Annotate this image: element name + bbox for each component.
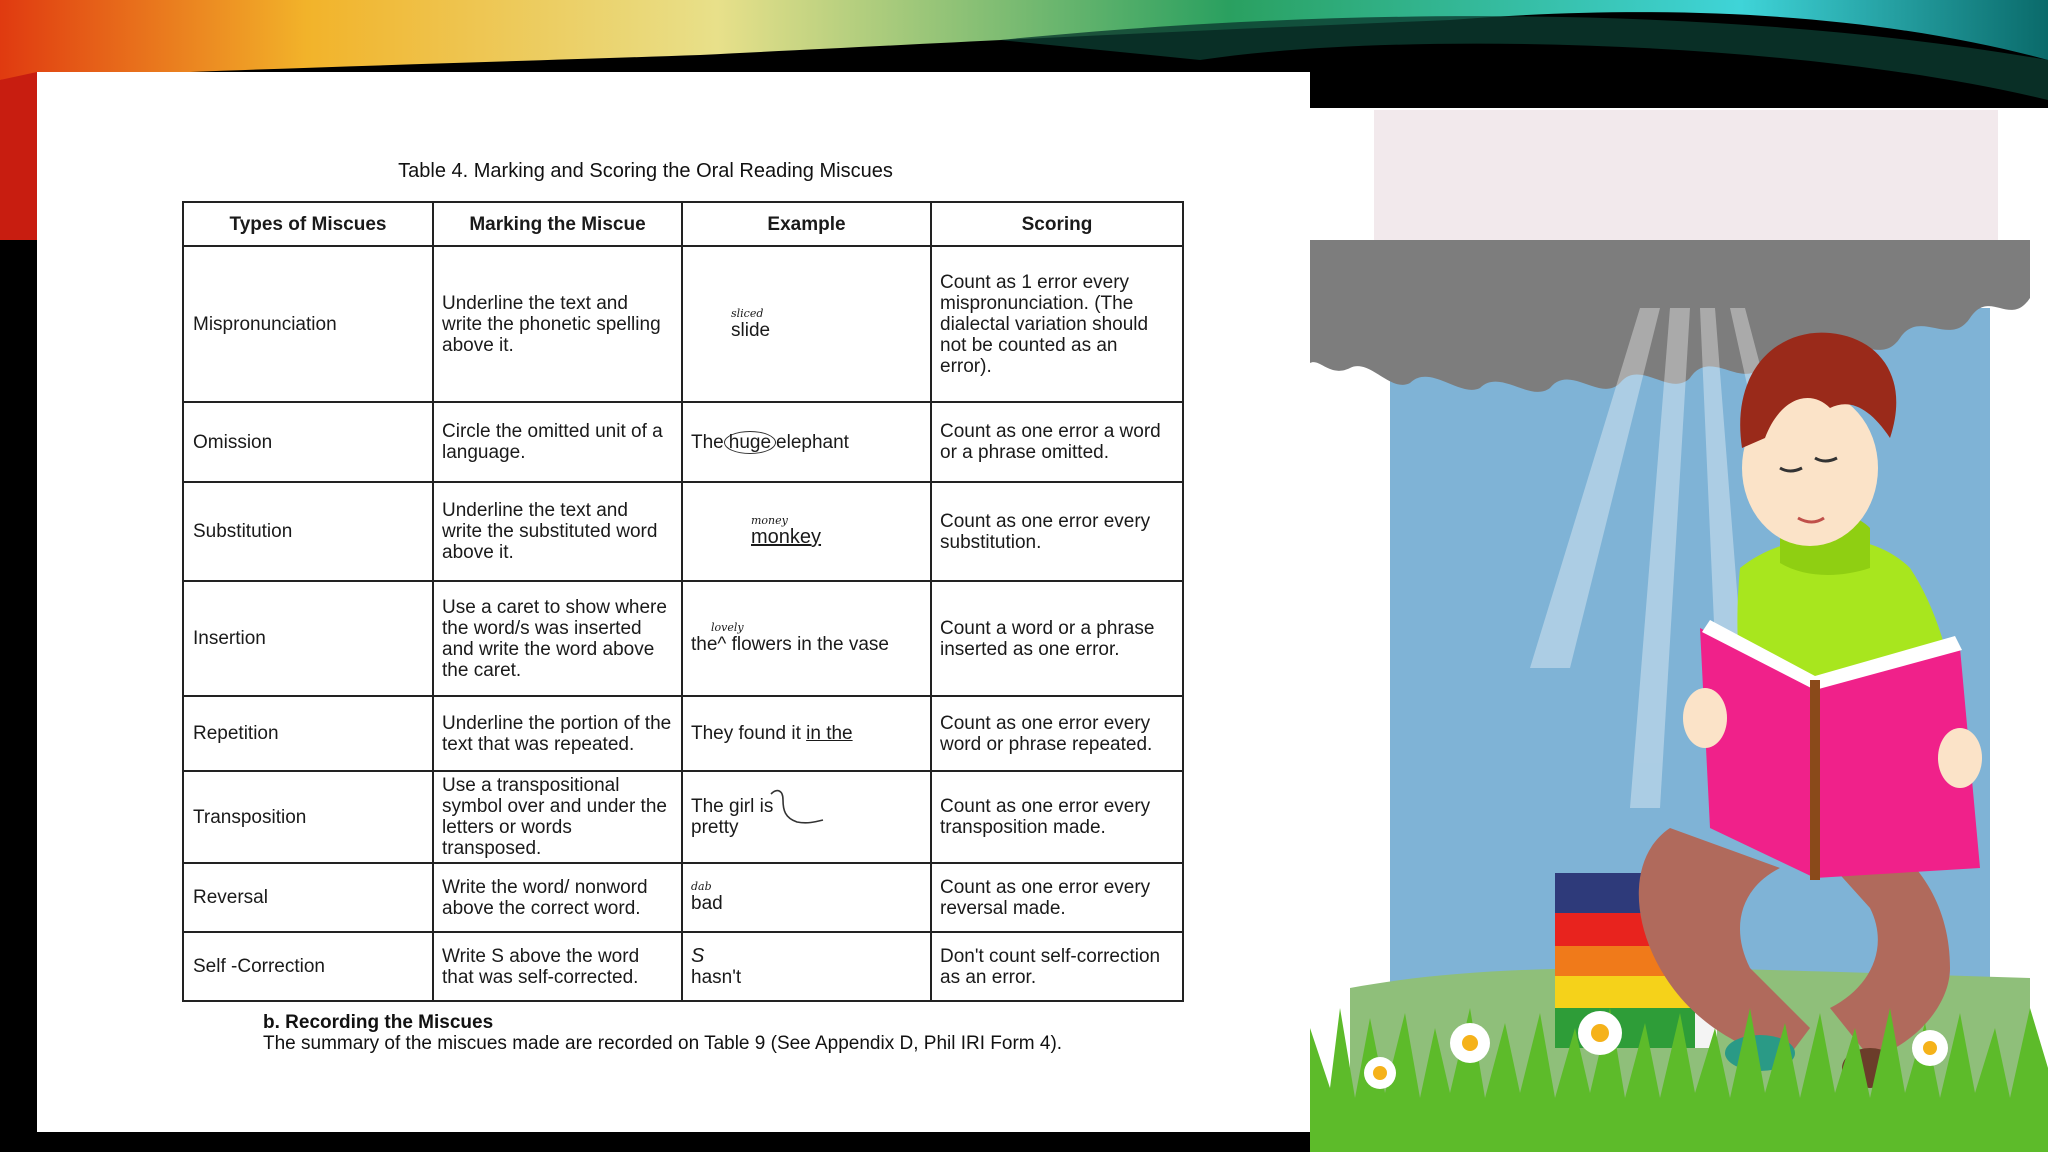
table-row: [183, 246, 1183, 402]
cell-type: Omission: [183, 402, 433, 482]
example-text: slide: [731, 319, 771, 341]
example-underlined-phrase: in the: [806, 723, 853, 744]
example-handwritten-mark: money: [751, 514, 788, 527]
cell-example: [682, 482, 931, 581]
cell-scoring: Count as one error every reversal made.: [931, 863, 1183, 932]
miscues-table: [182, 201, 1184, 1002]
example-text: The: [691, 431, 724, 453]
header-types: Types of Miscues: [183, 202, 433, 246]
cell-scoring: Count as 1 error every mispronunciation. (The dialectal variation should not be counted as an error).: [931, 246, 1183, 402]
example-block: [691, 515, 922, 548]
cell-marking: Write S above the word that was self-corrected.: [433, 932, 682, 1001]
cell-type: Reversal: [183, 863, 433, 932]
cell-scoring: Count as one error every word or phrase repeated.: [931, 696, 1183, 771]
cell-marking: Write the word/ nonword above the correct word.: [433, 863, 682, 932]
table-row: [183, 771, 1183, 863]
example-circled-word: huge: [724, 431, 776, 454]
cell-scoring: Count as one error every transposition made.: [931, 771, 1183, 863]
example-text: They found it: [691, 723, 807, 744]
cell-scoring: Don't count self-correction as an error.: [931, 932, 1183, 1001]
recording-section: [263, 1012, 1203, 1054]
example-handwritten-mark: dab: [691, 880, 712, 893]
table-row: [183, 581, 1183, 696]
cell-marking: Circle the omitted unit of a language.: [433, 402, 682, 482]
example-text: the^ flowers in the vase: [691, 634, 889, 655]
cell-example: [682, 402, 931, 482]
table-title: Table 4. Marking and Scoring the Oral Reading Miscues: [398, 160, 893, 182]
cell-example: [682, 581, 931, 696]
example-text: hasn't: [691, 966, 742, 988]
example-handwritten-mark: lovely: [711, 621, 744, 634]
cell-marking: Use a transpositional symbol over and under the letters or words transposed.: [433, 771, 682, 863]
cell-type: Insertion: [183, 581, 433, 696]
table-header-row: [183, 202, 1183, 246]
example-text: elephant: [776, 431, 849, 453]
cell-type: Self -Correction: [183, 932, 433, 1001]
cell-example: [682, 771, 931, 863]
boy-reading-book-illustration: [1310, 108, 2048, 1152]
example-handwritten-mark: sliced: [731, 306, 764, 320]
transposition-symbol-icon: [767, 788, 827, 828]
table-row: [183, 402, 1183, 482]
example-text: bad: [691, 893, 723, 914]
header-example: Example: [682, 202, 931, 246]
cell-scoring: Count a word or a phrase inserted as one error.: [931, 581, 1183, 696]
example-text: The girl is pretty: [691, 796, 774, 838]
cell-scoring: Count as one error a word or a phrase omitted.: [931, 402, 1183, 482]
document-page: [37, 72, 1310, 1132]
cell-marking: Use a caret to show where the word/s was inserted and write the word above the caret.: [433, 581, 682, 696]
table-row: [183, 482, 1183, 581]
cell-type: Substitution: [183, 482, 433, 581]
example-text: monkey: [751, 526, 822, 548]
header-scoring: Scoring: [931, 202, 1183, 246]
cell-marking: Underline the text and write the phonetic spelling above it.: [433, 246, 682, 402]
table-row: [183, 932, 1183, 1001]
recording-text: The summary of the miscues made are recorded on Table 9 (See Appendix D, Phil IRI Form 4).: [263, 1033, 1063, 1054]
header-marking: Marking the Miscue: [433, 202, 682, 246]
cell-scoring: Count as one error every substitution.: [931, 482, 1183, 581]
cell-marking: Underline the portion of the text that was repeated.: [433, 696, 682, 771]
table-row: [183, 863, 1183, 932]
example-self-correction-mark: S: [691, 944, 705, 967]
cell-type: Transposition: [183, 771, 433, 863]
table-row: [183, 696, 1183, 771]
cell-example: [682, 863, 931, 932]
cell-type: Mispronunciation: [183, 246, 433, 402]
cell-example: [682, 246, 931, 402]
cell-marking: Underline the text and write the substituted word above it.: [433, 482, 682, 581]
cell-example: [682, 696, 931, 771]
recording-heading: b. Recording the Miscues: [263, 1012, 494, 1033]
cell-type: Repetition: [183, 696, 433, 771]
cell-example: [682, 932, 931, 1001]
